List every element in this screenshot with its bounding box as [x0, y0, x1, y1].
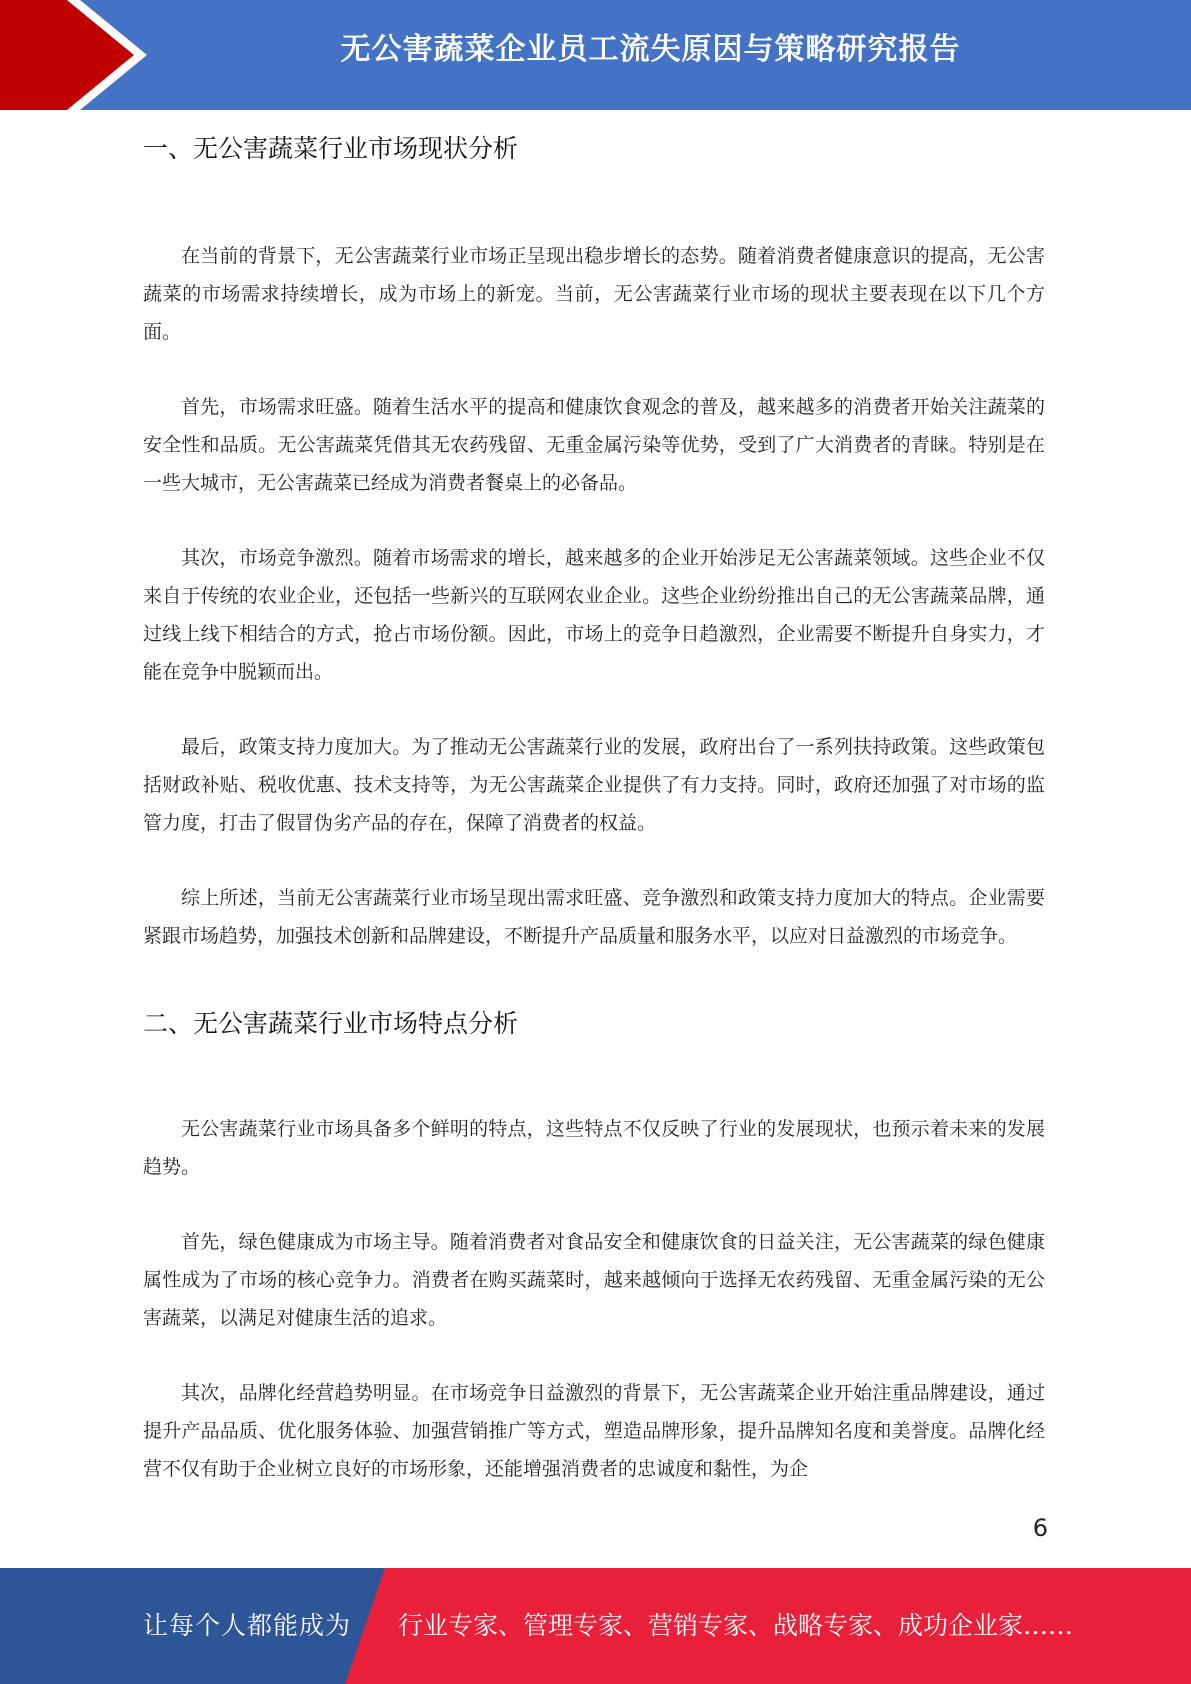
footer-banner: [0, 1568, 1191, 1684]
paragraph: 在当前的背景下，无公害蔬菜行业市场正呈现出稳步增长的态势。随着消费者健康意识的提高，无公害蔬菜的市场需求持续增长，成为市场上的新宠。当前，无公害蔬菜行业市场的现状主要表现在以下几个方面。: [143, 245, 1045, 343]
paragraph: 综上所述，当前无公害蔬菜行业市场呈现出需求旺盛、竞争激烈和政策支持力度加大的特点。企业需要紧跟市场趋势，加强技术创新和品牌建设，不断提升产品质量和服务水平，以应对日益激烈的市场竞争。: [143, 887, 1045, 947]
footer-slogan-right: 行业专家、管理专家、营销专家、战略专家、成功企业家……: [398, 1611, 1074, 1640]
footer-slogan-left: 让每个人都能成为: [143, 1611, 352, 1640]
paragraph: 无公害蔬菜行业市场具备多个鲜明的特点，这些特点不仅反映了行业的发展现状，也预示着未来的发展趋势。: [143, 1118, 1045, 1178]
paragraph: 首先，绿色健康成为市场主导。随着消费者对食品安全和健康饮食的日益关注，无公害蔬菜的绿色健康属性成为了市场的核心竞争力。消费者在购买蔬菜时，越来越倾向于选择无农药残留、无重金属污染的无公害蔬菜，以满足对健康生活的追求。: [143, 1231, 1045, 1329]
paragraph: 其次，市场竞争激烈。随着市场需求的增长，越来越多的企业开始涉足无公害蔬菜领域。这些企业不仅来自于传统的农业企业，还包括一些新兴的互联网农业企业。这些企业纷纷推出自己的无公害蔬菜品牌，通过线上线下相结合的方式，抢占市场份额。因此，市场上的竞争日趋激烈，企业需要不断提升自身实力，才能在竞争中脱颖而出。: [143, 547, 1045, 683]
paragraph: 首先，市场需求旺盛。随着生活水平的提高和健康饮食观念的普及，越来越多的消费者开始关注蔬菜的安全性和品质。无公害蔬菜凭借其无农药残留、无重金属污染等优势，受到了广大消费者的青睐。特别是在一些大城市，无公害蔬菜已经成为消费者餐桌上的必备品。: [143, 396, 1045, 494]
header-banner: [0, 0, 1191, 110]
paragraph: 最后，政策支持力度加大。为了推动无公害蔬菜行业的发展，政府出台了一系列扶持政策。这些政策包括财政补贴、税收优惠、技术支持等，为无公害蔬菜企业提供了有力支持。同时，政府还加强了对市场的监管力度，打击了假冒伪劣产品的存在，保障了消费者的权益。: [143, 736, 1045, 834]
section-heading: 二、无公害蔬菜行业市场特点分析: [143, 1009, 519, 1038]
section-heading: 一、无公害蔬菜行业市场现状分析: [143, 134, 519, 163]
paragraph: 其次，品牌化经营趋势明显。在市场竞争日益激烈的背景下，无公害蔬菜企业开始注重品牌建设，通过提升产品品质、优化服务体验、加强营销推广等方式，塑造品牌形象，提升品牌知名度和美誉度。品牌化经营不仅有助于企业树立良好的市场形象，还能增强消费者的忠诚度和黏性，为企: [143, 1382, 1045, 1480]
document-body: [143, 118, 1045, 1525]
document-title: 无公害蔬菜企业员工流失原因与策略研究报告: [340, 32, 961, 67]
page-number: 6: [1032, 1514, 1048, 1542]
arrow-chevron-icon: [0, 0, 150, 110]
